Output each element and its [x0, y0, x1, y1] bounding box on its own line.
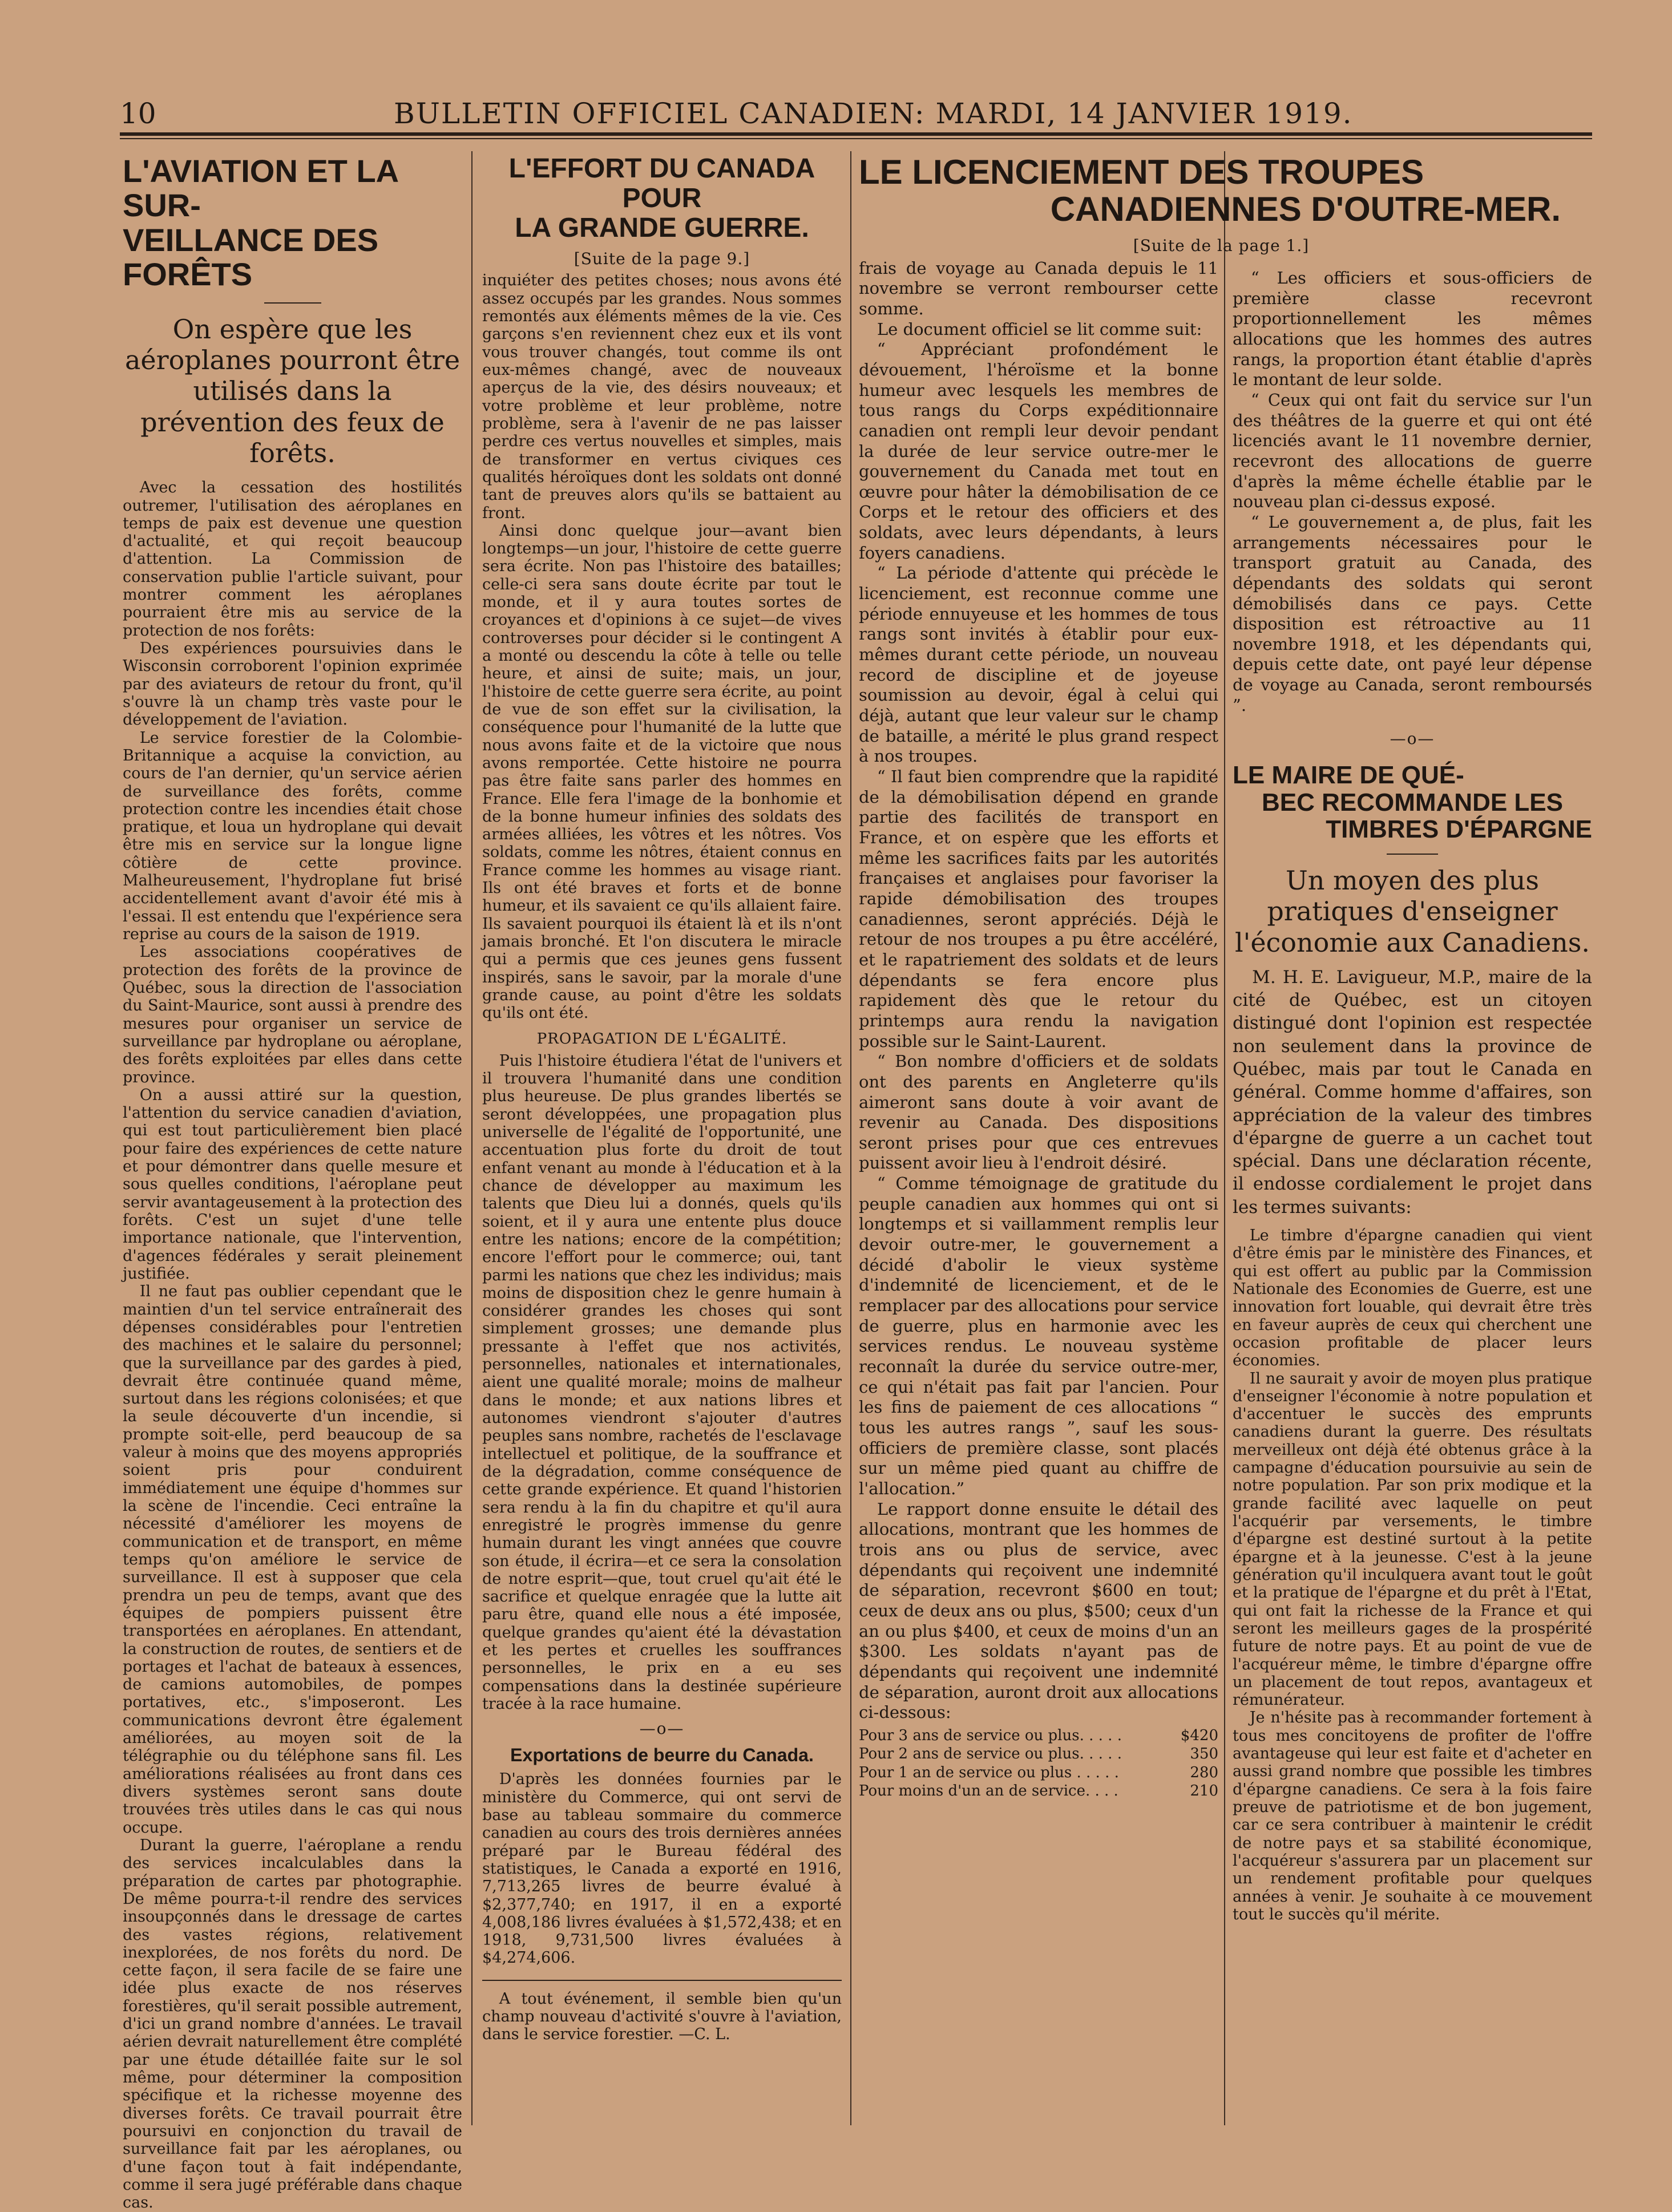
paragraph: “ Appréciant profondément le dévouement, l'héroïsme et la bonne humeur avec lesquels les membres de tous rangs du Corps expéditionnaire canadien ont rempli leur devoir pendant la durée de leur service outre-mer le gouvernement du Canada met tout en œuvre pour hâter la démobilisation de ce Corps et le retour des officiers et des soldats, avec leurs dépendants, à leurs foyers canadiens.	[859, 339, 1218, 563]
continued-from: [Suite de la page 9.]	[574, 249, 750, 269]
paragraph: Le rapport donne ensuite le détail des allocations, montrant que les hommes de trois ans ou plus de service, avec dépendants qui reçoivent une indemnité de séparation, recevront $600 en tout; ceux de deux ans ou plus, $500; ceux d'un an ou plus $400, et ceux de moins d'un an $300. Les soldats n'ayant pas de dépendants qui reçoivent une indemnité de séparation, auront droit aux allocations ci-dessous:	[859, 1499, 1218, 1722]
paragraph: M. H. E. Lavigueur, M.P., maire de la cité de Québec, est un citoyen distingué dont l'opinion est respectée non seulement dans la province de Québec, mais par tout le Canada en général. Comme homme d'affaires, son appréciation de la valeur des timbres d'épargne de guerre a un cachet tout spécial. Dans une déclaration récente, il endosse cordialement le projet dans les termes suivants:	[1233, 967, 1592, 1218]
page-header	[120, 97, 1592, 137]
headline-line: LE MAIRE DE QUÉ-	[1233, 761, 1464, 790]
paragraph: “ Les officiers et sous-officiers de première classe recevront proportionnellement les mêmes allocations que les hommes des autres rangs, la proportion étant établie d'après le montant de leur solde.	[1233, 268, 1592, 390]
running-title: BULLETIN OFFICIEL CANADIEN: MARDI, 14 JANVIER 1919.	[394, 97, 1353, 130]
article-body-effort	[482, 272, 842, 2043]
headline-licenciement	[859, 154, 1584, 228]
headline-effort	[482, 154, 842, 242]
quoted-statement	[1233, 1227, 1592, 1923]
subhead-aviation: On espère que les aéroplanes pourront être utilisés dans la prévention des feux de forêts.	[124, 313, 461, 468]
headline-line: LE LICENCIEMENT DES TROUPES	[859, 153, 1424, 191]
headline-line: CANADIENNES D'OUTRE-MER.	[1050, 189, 1561, 228]
paragraph: Le timbre d'épargne canadien qui vient d'être émis par le ministère des Finances, et qui est offert au public par la Commission Nationale des Economies de Guerre, est une innovation fort louable, qui devrait être très en faveur auprès de ceux qui cherchent une occasion profitable de placer leurs économies.	[1233, 1227, 1592, 1370]
column-timbres	[1233, 268, 1592, 2140]
column-divider	[1224, 151, 1225, 2125]
table-cell-value: 350	[1190, 1745, 1218, 1763]
paragraph: Le service forestier de la Colombie-Britannique a acquise la conviction, au cours de l'an dernier, qu'un service aérien de surveillance des forêts, comme protection contre les incendies était chose pratique, et loua un hydroplane qui devait être mis en service sur la longue ligne côtière de cette province. Malheureusement, l'hydroplane fut brisé accidentellement avant d'avoir été mis à l'essai. Il est entendu que l'expérience sera reprise au cours de la saison de 1919.	[123, 729, 462, 944]
table-row	[859, 1782, 1218, 1801]
headline-line: BEC RECOMMANDE LES	[1261, 788, 1564, 816]
article-body-licenciement	[859, 258, 1218, 1801]
column-divider	[850, 151, 851, 2125]
paragraph: “ Le gouvernement a, de plus, fait les arrangements nécessaires pour le transport gratuit au Canada, des dépendants des soldats qui seront démobilisés dans ce pays. Cette disposition est rétroactive au 11 novembre 1918, et les dépendants qui, depuis cette date, ont payé leur dépense de voyage au Canada, seront remboursés ”.	[1233, 512, 1592, 715]
paragraph: D'après les données fournies par le ministère du Commerce, qui ont servi de base au tableau sommaire du commerce canadien au cours des trois dernières années préparé par le Bureau fédéral des statistiques, le Canada a exporté en 1916, 7,713,265 livres de beurre évalué à $2,377,740; en 1917, il en a exporté 4,008,186 livres évaluées à $1,572,438; et en 1918, 9,731,500 livres évaluées à $4,274,606.	[482, 1770, 842, 1967]
header-rule	[120, 132, 1592, 136]
footnote: A tout événement, il semble bien qu'un champ nouveau d'activité s'ouvre à l'aviation, dans le service forestier. —C. L.	[482, 1989, 842, 2044]
table-cell-value: $420	[1180, 1726, 1218, 1744]
table-cell-label: Pour 3 ans de service ou plus. . . . .	[859, 1726, 1122, 1744]
article-body-aviation	[123, 479, 462, 2211]
paragraph: frais de voyage au Canada depuis le 11 novembre se verront rembourser cette somme.	[859, 258, 1218, 318]
header-rule-thin	[120, 138, 1592, 139]
paragraph: Je n'hésite pas à recommander fortement à tous mes concitoyens de profiter de l'offre avantageuse qui leur est faite et d'acheter en aussi grand nombre que possible les timbres d'épargne canadiens. Ce sera à la fois faire preuve de patriotisme et de bon jugement, car ce sera contribuer à maintenir le crédit de notre pays et sa stabilité économique, l'acquéreur s'assurera par un placement sur un rendement profitable pour quelques années à venir. Je souhaite à ce mouvement tout le succès qu'il mérite.	[1233, 1709, 1592, 1923]
section-heading: PROPAGATION DE L'ÉGALITÉ.	[536, 1030, 787, 1048]
paragraph: Il ne faut pas oublier cependant que le maintien d'un tel service entraînerait des dépenses considérables pour l'entretien des machines et le salaire du personnel; que la surveillance par des gardes à pied, devrait être continuée quand même, surtout dans les régions colonisées; et que la seule découverte d'un incendie, si prompte soit-elle, perd beaucoup de sa valeur à moins que des moyens appropriés soient pris pour conduirent immédiatement une équipe d'hommes sur la scène de l'incendie. Ceci entraîne la nécessité d'améliorer les moyens de communication et de transport, en même temps qu'on améliore le service de surveillance. Il est à supposer que cela prendra un peu de temps, avant que des équipes de pompiers puissent être transportées en aéroplanes. En attendant, la construction de routes, de sentiers et de portages et l'achat de bateaux à essences, de camions automobiles, de pompes portatives, etc., s'imposeront. Les communications devront être également améliorées, au moyen soit de la télégraphie ou du téléphone sans fil. Les améliorations réalisées au front dans ces divers systèmes seront sans doute trouvées très utiles dans le cas qui nous occupe.	[123, 1283, 462, 1837]
page-number: 10	[120, 97, 156, 130]
paragraph: “ La période d'attente qui précède le licenciement, est reconnue comme une période ennuyeuse et les hommes de tous rangs sont invités à établir pour eux-mêmes durant cette période, un nouveau record de discipline et de joyeuse soumission au devoir, égal à celui qui déjà, autant que leur valeur sur le champ de bataille, a mérité le plus grand respect à nos troupes.	[859, 563, 1218, 766]
short-rule	[1387, 854, 1438, 855]
paragraph: Le document officiel se lit comme suit:	[877, 319, 1202, 339]
paragraph: inquiéter des petites choses; nous avons été assez occupés par les grandes. Nous sommes remontés aux éléments mêmes de la vie. Ces garçons s'en reviennent chez eux et ils vont vous trouver changés, tout comme ils ont eux-mêmes changé, avec de nouveaux aperçus de la vie, des désirs nouveaux; et votre problème et leur problème, notre problème, sera à l'avenir de ne pas laisser perdre ces vertus nouvelles et simples, mais de transformer en vertus civiques ces qualités héroïques dont les soldats ont donné tant de preuves alors qu'ils se battaient au front.	[482, 272, 842, 522]
subhead-timbres: Un moyen des plus pratiques d'enseigner l'économie aux Canadiens.	[1234, 864, 1590, 958]
short-rule	[264, 302, 321, 304]
paragraph: Puis l'histoire étudiera l'état de l'univers et il trouvera l'humanité dans une condition plus heureuse. De plus grandes libertés se seront développées, une propagation plus universelle de l'égalité de l'opportunité, une accentuation plus forte du droit de tout enfant venant au monde à l'éducation et à la chance de développer au maximum les talents que Dieu lui a donnés, quels qu'ils soient, et il y aura une entente plus douce entre les nations; encore de la compétition; encore l'effort pour le commerce; oui, tant parmi les nations que chez les individus; mais moins de disposition chez le genre humain à considérer grandes les choses qui sont simplement grosses; une demande plus pressante à l'effet que nos activités, personnelles, nationales et internationales, aient une qualité morale; moins de malheur dans le monde; et aux nations libres et autonomes viendront s'ajouter d'autres peuples sans nombre, rachetés de l'esclavage intellectuel et politique, de la souffrance et de la dégradation, comme conséquence de cette grande expérience. Et quand l'historien sera rendu à la fin du chapitre et qu'il aura enregistré le progrès immense du genre humain durant les vingt années que couvre son étude, il écrira—et ce sera la consolation de notre esprit—que, tout cruel qu'ait été le sacrifice et quelque enragée que la lutte ait paru être, quand elle nous a été imposée, quelque grandes qu'aient été la dévastation et les pertes et cruelles les souffrances personnelles, le prix en a eu ses compensations dans la destinée supérieure tracée à la race humaine.	[482, 1052, 842, 1713]
paragraph: Ainsi donc quelque jour—avant bien longtemps—un jour, l'histoire de cette guerre sera écrite. Non pas l'histoire des batailles; celle-ci sera sans doute écrite par tout le monde, et il y aura toutes sortes de croyances et d'opinions à ce sujet—de vives controverses pour décider si le contingent A a monté ou descendu la côte à telle ou telle heure, et ainsi de suite; mais, un jour, l'histoire de cette guerre sera écrite, au point de vue de son effet sur la civilisation, la conséquence pour l'humanité de la lutte que nous avons faite et de la victoire que nous avons remportée. Cette histoire ne pourra pas être faite sans parler des hommes en France. Elle fera l'image de la bonhomie et de la bonne humeur infinies des soldats des armées alliées, les vôtres et les nôtres. Vos soldats, comme les nôtres, étaient connus en France comme les hommes au visage riant. Ils ont été braves et forts et de bonne humeur, et ils savaient ce qu'ils allaient faire. Ils savaient pourquoi ils étaient là et ils n'ont jamais bronché. Et l'on discutera le miracle qui a permis que ces jeunes gens fussent inspirés, sans le savoir, par la morale d'une grande cause, au point d'être les soldats qu'ils ont été.	[482, 521, 842, 1022]
table-row	[859, 1726, 1218, 1745]
paragraph: “ Comme témoignage de gratitude du peuple canadien aux hommes qui ont si longtemps et si vaillamment remplis leur devoir outre-mer, le gouvernement a décidé d'abolir le vieux système d'indemnité de licenciement, et de le remplacer par des allocations pour service de guerre, plus en harmonie avec les services rendus. Le nouveau système reconnaît la durée du service outre-mer, ce qui n'était pas fait par l'ancien. Pour les fins de paiement de ces allocations “ tous les autres rangs ”, sauf les sous-officiers de première classe, sont placés sur un même pied quant au chiffre de l'allocation.”	[859, 1174, 1218, 1498]
headline-line: TIMBRES D'ÉPARGNE	[1326, 815, 1592, 844]
table-cell-label: Pour moins d'un an de service. . . .	[859, 1782, 1118, 1800]
paragraph: On a aussi attiré sur la question, l'attention du service canadien d'aviation, qui est tout particulièrement bien placé pour faire des expériences de cette nature et pour démontrer dans quelle mesure et sous quelles conditions, l'aéroplane peut servir avantageusement à la protection des forêts. C'est un sujet d'une telle importance nationale, que l'intervention, d'agences fédérales y serait pleinement justifiée.	[123, 1086, 462, 1283]
paragraph: Durant la guerre, l'aéroplane a rendu des services incalculables dans la préparation de cartes par photographie. De même pourra-t-il rendre des services insoupçonnés dans le dressage de cartes des vastes régions, relativement inexplorées, de nos forêts du nord. De cette façon, il sera facile de se faire une idée plus exacte de nos réserves forestières, qu'il serait possible autrement, d'ici un grand nombre d'années. Le travail aérien devrait naturellement être complété par une étude détaillée faite sur le sol même, pour déterminer la composition spécifique et la richesse moyenne des diverses forêts. Ce travail pourrait être poursuivi en conjonction du travail de surveillance fait par les aéroplanes, ou d'une façon tout à fait indépendante, comme il sera jugé préférable dans chaque cas.	[123, 1836, 462, 2212]
headline-butter: Exportations de beurre du Canada.	[510, 1744, 814, 1765]
allowance-table	[859, 1726, 1218, 1801]
paragraph: Avec la cessation des hostilités outremer, l'utilisation des aéroplanes en temps de paix est devenue une question d'actualité, et qui reçoit beaucoup d'attention. La Commission de conservation publie l'article suivant, pour montrer comment les aéroplanes pourraient être mis au service de la protection de nos forêts:	[123, 479, 462, 640]
short-rule	[482, 1980, 842, 1981]
article-body-licenciement-cont	[1233, 268, 1592, 715]
paragraph: Des expériences poursuivies dans le Wisconsin corroborent l'opinion exprimée par des aviateurs de retour du front, qu'il s'ouvre là un champ très vaste pour le développement de l'aviation.	[123, 640, 462, 729]
headline-line: VEILLANCE DES FORÊTS	[123, 221, 379, 293]
continued-from: [Suite de la page 1.]	[1133, 236, 1310, 255]
column-aviation	[123, 153, 462, 2212]
paragraph: “ Il faut bien comprendre que la rapidité de la démobilisation dépend en grande partie des facilités de transport en France, et on espère que les efforts et même les sacrifices faits par les autorités françaises et anglaises pour favoriser la rapide démobilisation des troupes canadiennes, seront appréciés. Déjà le retour de nos troupes a pu être accéléré, et le rapatriement des soldats et de leurs dépendants se fera encore plus rapidement dès que le retour du printemps aura rendu la navigation possible sur le Saint-Laurent.	[859, 767, 1218, 1051]
column-divider	[471, 151, 472, 2125]
paragraph: “ Bon nombre d'officiers et de soldats ont des parents en Angleterre qu'ils aimeront sans doute à voir avant de revenir au Canada. Des dispositions seront prises pour que ces entrevues puissent avoir lieu à l'endroit désiré.	[859, 1052, 1218, 1173]
table-cell-value: 280	[1190, 1764, 1218, 1781]
paragraph: Les associations coopératives de protection des forêts de la province de Québec, sous la direction de l'association du Saint-Maurice, sont aussi à prendre des mesures pour organiser un service de surveillance par hydroplane ou aéroplane, des forêts exploitées par elles dans cette province.	[123, 943, 462, 1086]
paragraph: “ Ceux qui ont fait du service sur l'un des théâtres de la guerre et qui ont été licenciés avant le 11 novembre dernier, recevront des allocations de guerre d'après la même échelle établie par le nouveau plan ci-dessus exposé.	[1233, 390, 1592, 512]
table-row	[859, 1745, 1218, 1764]
table-cell-label: Pour 1 an de service ou plus . . . . .	[859, 1764, 1119, 1781]
ornament-divider: —o—	[1390, 729, 1435, 749]
headline-line: LA GRANDE GUERRE.	[515, 212, 809, 243]
paragraph: Il ne saurait y avoir de moyen plus pratique d'enseigner l'économie à notre population et d'accentuer le succès des emprunts canadiens durant la guerre. Des résultats merveilleux ont déjà été obtenus grâce à la campagne d'éducation poursuivie au sein de notre population. Par son prix modique et la grande facilité avec laquelle on peut l'acquérir par versements, le timbre d'épargne est destiné surtout à la petite épargne et à la jeunesse. C'est à la jeune génération qu'il inculquera avant tout le goût et la pratique de l'épargne et du prêt à l'Etat, qui ont fait la richesse de la France et qui seront les meilleurs gages de la prospérité future de notre pays. Et au point de vue de l'acquéreur même, le timbre d'épargne offre un placement de tout repos, avantageux et rémunérateur.	[1233, 1369, 1592, 1709]
table-cell-label: Pour 2 ans de service ou plus. . . . .	[859, 1745, 1122, 1763]
headline-timbres	[1233, 762, 1592, 843]
table-row	[859, 1764, 1218, 1782]
table-cell-value: 210	[1190, 1782, 1218, 1800]
headline-line: L'EFFORT DU CANADA POUR	[508, 153, 815, 213]
ornament-divider: —o—	[639, 1719, 685, 1738]
headline-aviation	[123, 154, 462, 292]
column-effort	[482, 154, 842, 2140]
article-body-timbres	[1233, 966, 1592, 1219]
headline-line: L'AVIATION ET LA SUR-	[123, 153, 398, 224]
